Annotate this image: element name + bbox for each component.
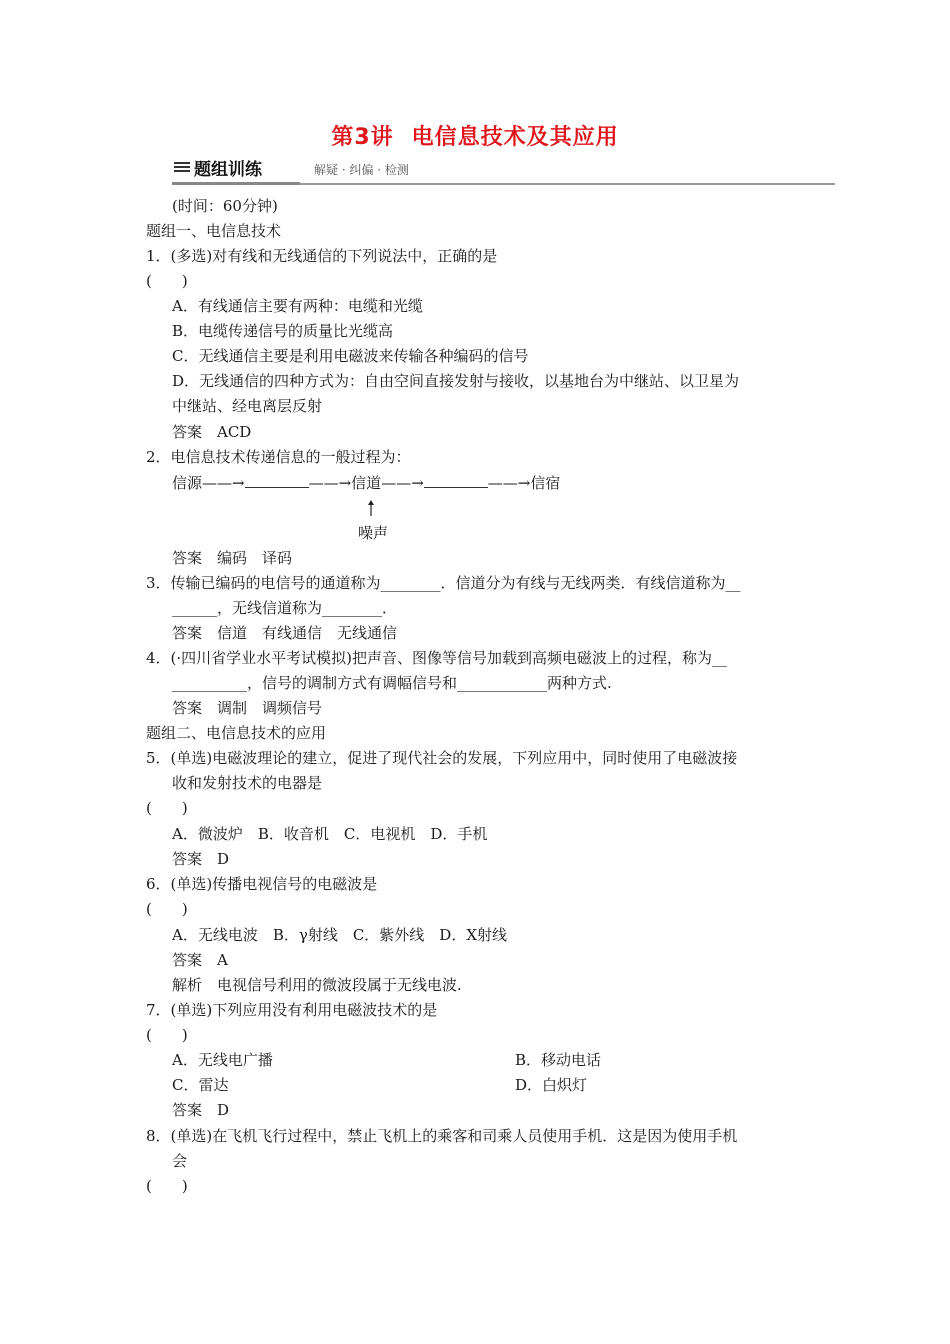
header-rule (300, 183, 835, 185)
group-heading-2: 题组二、电信息技术的应用 (146, 724, 327, 742)
q7-option-c: C．雷达 (172, 1076, 229, 1094)
q2-stem: 2．电信息技术传递信息的一般过程为： (146, 448, 411, 466)
section-header (172, 158, 835, 188)
q7-option-d: D．白炽灯 (515, 1076, 588, 1094)
flow-blank-1 (245, 473, 309, 488)
group-heading-1: 题组一、电信息技术 (146, 222, 282, 240)
flow-arrow: ——→ (381, 474, 424, 492)
q7-answer: 答案 D (172, 1101, 230, 1119)
q4-answer: 答案 调制 调频信号 (172, 699, 323, 717)
q1-paren: ( ) (146, 272, 188, 290)
flow-arrow: ——→ (202, 474, 245, 492)
q7-option-a: A．无线电广播 (172, 1051, 273, 1069)
q1-option-d-line1: D．无线通信的四种方式为：自由空间直接发射与接收，以基地台为中继站、以卫星为 (172, 372, 740, 390)
flow-blank-2 (424, 473, 488, 488)
q1-option-a: A．有线通信主要有两种：电缆和光缆 (172, 297, 423, 315)
q5-answer: 答案 D (172, 850, 230, 868)
section-subtitle: 解疑 · 纠偏 · 检测 (314, 163, 409, 177)
q6-analysis: 解析 电视信号利用的微波段属于无线电波. (172, 976, 462, 994)
q5-line2: 收和发射技术的电器是 (172, 774, 323, 792)
q1-stem: 1．(多选)对有线和无线通信的下列说法中，正确的是 (146, 247, 498, 265)
q4-line2: __________，信号的调制方式有调幅信号和____________两种方式. (172, 674, 612, 692)
q6-paren: ( ) (146, 900, 188, 918)
label-underline (172, 182, 300, 185)
flow-sink: 信宿 (530, 474, 561, 492)
q8-line2: 会 (172, 1152, 188, 1170)
q1-answer: 答案 ACD (172, 423, 252, 441)
title-topic: 电信息技术及其应用 (411, 125, 619, 150)
q8-line1: 8．(单选)在飞机飞行过程中，禁止飞机上的乘客和司乘人员使用手机．这是因为使用手机 (146, 1127, 738, 1145)
noise-arrow-icon (366, 500, 376, 516)
q6-options: A．无线电波 B．γ射线 C．紫外线 D．X射线 (172, 926, 508, 944)
q3-line2: ______，无线信道称为________． (172, 599, 398, 617)
q3-answer: 答案 信道 有线通信 无线通信 (172, 624, 398, 642)
q5-paren: ( ) (146, 799, 188, 817)
q6-answer: 答案 A (172, 951, 228, 969)
flow-source: 信源 (172, 474, 203, 492)
title-lesson-number: 第3讲 (331, 125, 394, 150)
page-title (0, 120, 950, 151)
q7-option-b: B．移动电话 (515, 1051, 602, 1069)
q1-option-b: B．电缆传递信号的质量比光缆高 (172, 322, 394, 340)
q6-stem: 6．(单选)传播电视信号的电磁波是 (146, 875, 378, 893)
flow-arrow: ——→ (487, 474, 531, 492)
section-label: 题组训练 (194, 160, 262, 180)
q3-line1: 3．传输已编码的电信号的通道称为________．信道分为有线与无线两类．有线信道称为__ (146, 574, 741, 592)
q1-option-c: C．无线通信主要是利用电磁波来传输各种编码的信号 (172, 347, 529, 365)
q8-paren: ( ) (146, 1177, 188, 1195)
flow-arrow: ——→ (308, 474, 352, 492)
flow-channel: 信道 (351, 474, 382, 492)
q4-line1: 4．(·四川省学业水平考试模拟)把声音、图像等信号加载到高频电磁波上的过程，称为__ (146, 649, 728, 667)
q2-flow-diagram (172, 472, 560, 493)
time-limit: (时间：60分钟) (172, 197, 278, 215)
q7-paren: ( ) (146, 1026, 188, 1044)
q1-option-d-line2: 中继站、经电离层反射 (172, 397, 323, 415)
q5-line1: 5．(单选)电磁波理论的建立，促进了现代社会的发展，下列应用中，同时使用了电磁波接 (146, 749, 738, 767)
q7-stem: 7．(单选)下列应用没有利用电磁波技术的是 (146, 1001, 438, 1019)
q2-answer: 答案 编码 译码 (172, 549, 293, 567)
q5-options: A．微波炉 B．收音机 C．电视机 D．手机 (172, 825, 488, 843)
noise-label: 噪声 (358, 524, 389, 542)
